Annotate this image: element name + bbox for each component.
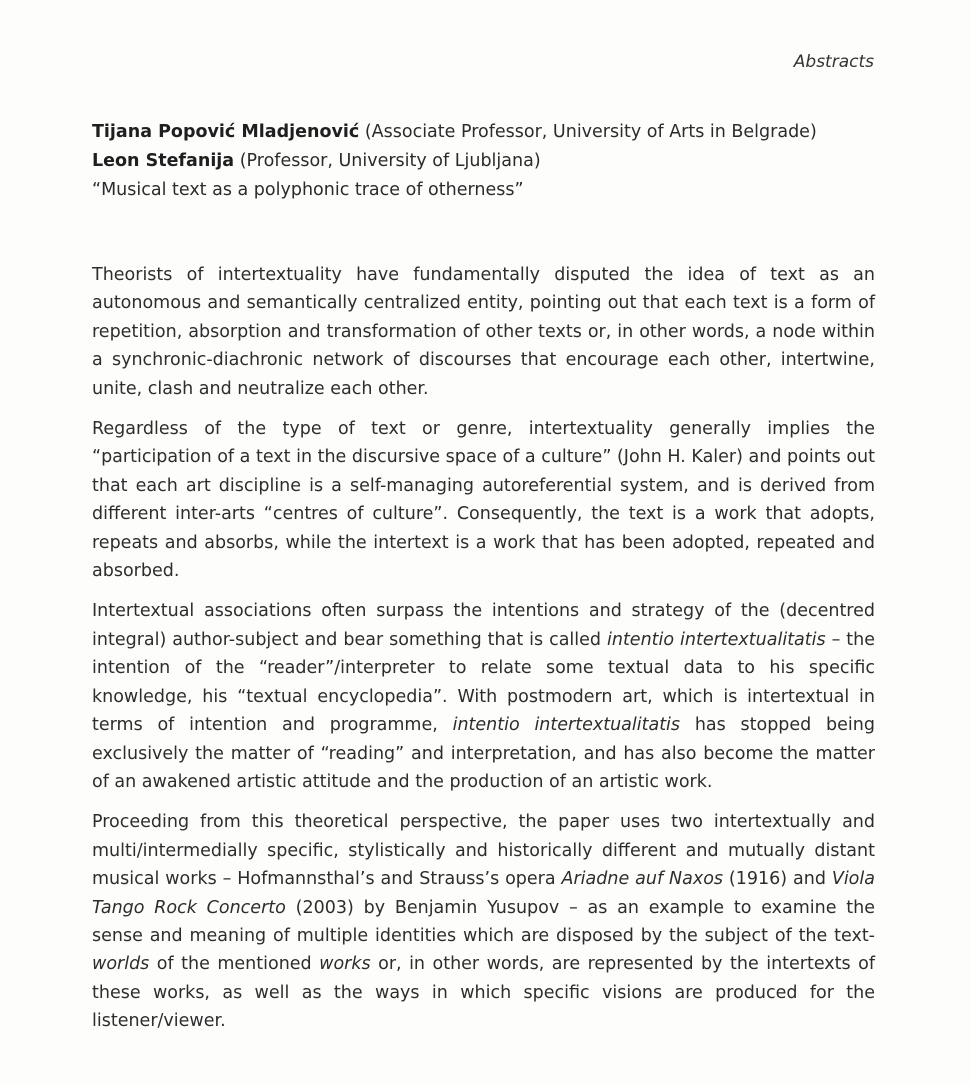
italic-term: intentio intertextualitatis: [452, 715, 681, 736]
author-name: Tijana Popović Mladjenović: [92, 122, 360, 142]
italic-term: Viola Tango Rock Concerto: [92, 869, 875, 918]
text-run: Intertextual associations often surpass the intentions and strategy of the (decentred integral) author-subject and bear something that is called: [92, 601, 875, 650]
abstract-paragraph: [92, 808, 875, 1035]
abstract-paragraph: [92, 597, 875, 796]
text-run: (2003) by Benjamin Yusupov – as an example to examine the sense and meaning of multiple identities which are disposed by the subject of the text-: [92, 897, 875, 946]
text-run: – the intention of the “reader”/interpreter to relate some textual data to his specific knowledge, his “textual encyclopedia”. With postmodern art, which is intertextual in terms of intention and programme,: [92, 629, 875, 736]
text-run: or, in other words, are represented by the intertexts of these works, as well as the ways in which specific visions are produced for the listener/viewer.: [92, 954, 875, 1032]
running-header: Abstracts: [793, 52, 874, 72]
author-block: [92, 118, 882, 205]
text-run: Proceeding from this theoretical perspective, the paper uses two intertextually and multi/intermedially specific, stylistically and historically different and mutually distant musical works – Hofmannsthal’s and Strauss’s opera: [92, 812, 875, 890]
author-name: Leon Stefanija: [92, 151, 235, 171]
author-line-2: [92, 147, 882, 176]
text-run: has stopped being exclusively the matter of “reading” and interpretation, and has also become the matter of an awakened artistic attitude and the production of an artistic work.: [92, 715, 875, 792]
author-affiliation: (Associate Professor, University of Arts in Belgrade): [359, 122, 817, 142]
text-run: Regardless of the type of text or genre, intertextuality generally implies the “participation of a text in the discursive space of a culture” (John H. Kaler) and points out that each art discipline is a self-managing autoreferential system, and is derived from different inter-arts “centres of culture”. Consequently, the text is a work that adopts, repeats and absorbs, while the intertext is a work that has been adopted, repeated and absorbed.: [92, 419, 875, 582]
text-run: Theorists of intertextuality have fundamentally disputed the idea of text as an autonomous and semantically centralized entity, pointing out that each text is a form of repetition, absorption and transformation of other texts or, in other words, a node within a synchronic-diachronic network of discourses that encourage each other, intertwine, unite, clash and neutralize each other.: [92, 265, 875, 399]
italic-term: works: [319, 954, 371, 975]
italic-term: intentio intertextualitatis: [606, 629, 826, 650]
abstract-paragraph: [92, 261, 875, 403]
abstract-body: [92, 261, 875, 1048]
abstract-paragraph: [92, 415, 875, 585]
italic-term: worlds: [92, 954, 150, 975]
author-affiliation: (Professor, University of Ljubljana): [234, 151, 541, 171]
author-line-1: [92, 118, 882, 147]
italic-term: Ariadne auf Naxos: [561, 869, 724, 890]
text-run: (1916) and: [723, 869, 832, 890]
paper-title: “Musical text as a polyphonic trace of otherness”: [92, 180, 524, 200]
text-run: of the mentioned: [149, 954, 320, 975]
